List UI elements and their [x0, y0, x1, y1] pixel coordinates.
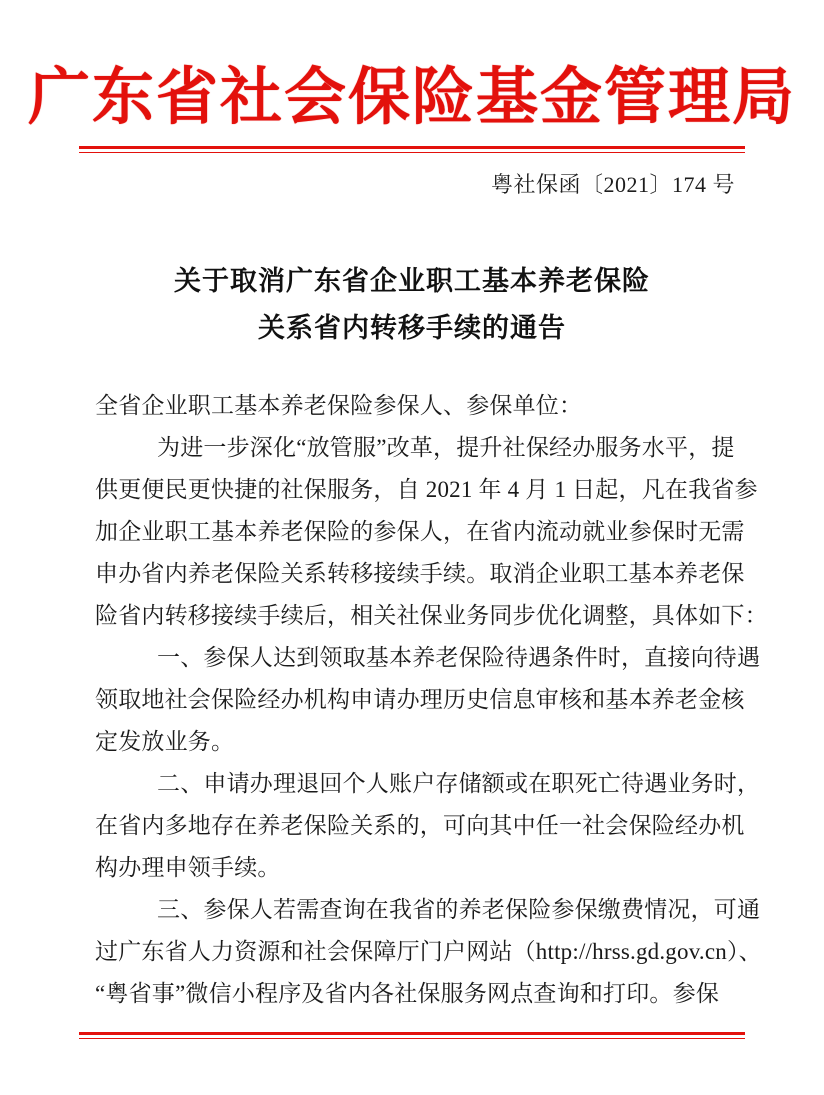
item-3-line-3: “粤省事”微信小程序及省内各社保服务网点查询和打印。参保 [95, 981, 720, 1006]
document-body [95, 385, 768, 1015]
item-2-line-1 [95, 763, 761, 805]
page-title-line-2: 关系省内转移手续的通告 [258, 313, 566, 344]
item-2-line-3: 构办理申领手续。 [95, 855, 281, 880]
preamble-line-4: 申办省内养老保险关系转移接续手续。取消企业职工基本养老保 [95, 561, 745, 586]
item-2-line-1-text: 二、申请办理退回个人账户存储额或在职死亡待遇业务时， [157, 771, 761, 796]
issuer-masthead: 广东省社会保险基金管理局 [27, 60, 796, 133]
item-1-line-2: 领取地社会保险经办机构申请办理历史信息审核和基本养老金核 [95, 687, 745, 712]
preamble-line-2: 供更便民更快捷的社保服务，自 2021 年 4 月 1 日起，凡在我省参 [95, 477, 758, 502]
footer-red-double-rule [79, 1032, 745, 1039]
salutation [95, 385, 740, 427]
preamble-line-5: 险省内转移接续手续后，相关社保业务同步优化调整，具体如下： [95, 603, 768, 628]
paragraph-item-1 [95, 637, 761, 763]
item-1-line-3: 定发放业务。 [95, 729, 235, 754]
item-3-line-1-text: 三、参保人若需查询在我省的养老保险参保缴费情况，可通 [157, 897, 761, 922]
preamble-line-3: 加企业职工基本养老保险的参保人，在省内流动就业参保时无需 [95, 519, 745, 544]
preamble-line-1 [95, 427, 740, 469]
paragraph-preamble [95, 427, 768, 637]
footer-rule-thick-line [79, 1032, 745, 1035]
item-3-line-1 [95, 889, 761, 931]
item-1-line-1 [95, 637, 761, 679]
item-2-line-2: 在省内多地存在养老保险关系的，可向其中任一社会保险经办机 [95, 813, 745, 838]
page-title-line-1: 关于取消广东省企业职工基本养老保险 [174, 266, 650, 297]
header-rule-thick-line [79, 146, 745, 149]
header-red-double-rule [79, 146, 745, 153]
header-rule-thin-line [79, 152, 745, 153]
page-title [0, 258, 824, 352]
footer-rule-thin-line [79, 1038, 745, 1039]
salutation-line: 全省企业职工基本养老保险参保人、参保单位： [95, 393, 583, 418]
item-1-line-1-text: 一、参保人达到领取基本养老保险待遇条件时，直接向待遇 [157, 645, 761, 670]
paragraph-item-3 [95, 889, 762, 1015]
document-number: 粤社保函〔2021〕174 号 [490, 172, 735, 197]
preamble-line-1-text: 为进一步深化“放管服”改革，提升社保经办服务水平，提 [157, 435, 735, 460]
item-3-line-2: 过广东省人力资源和社会保障厅门户网站（http://hrss.gd.gov.cn）、 [95, 939, 762, 964]
paragraph-item-2 [95, 763, 761, 889]
